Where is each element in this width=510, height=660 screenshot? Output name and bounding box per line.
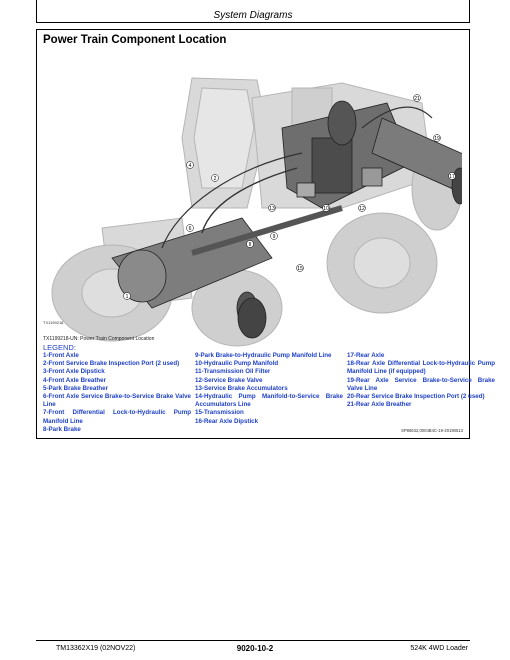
- power-train-figure: [42, 58, 462, 354]
- legend-item: 21-Rear Axle Breather: [347, 401, 412, 409]
- legend-item: 1-Front Axle: [43, 352, 79, 359]
- legend-item: 12-Service Brake Valve: [195, 376, 263, 384]
- power-train-illustration: [42, 58, 462, 354]
- callout-label: 4: [188, 163, 192, 169]
- footer-manual-id: TM13362X19 (02NOV22): [56, 645, 136, 652]
- legend-item: 10-Hydraulic Pump Manifold: [195, 360, 279, 368]
- legend-column-1: [43, 352, 191, 434]
- front-axle-flange: [238, 298, 266, 338]
- legend-item: 8-Park Brake: [43, 425, 81, 433]
- footer-divider: [36, 640, 470, 641]
- callout-label: 13: [269, 206, 275, 212]
- legend-item: 11-Transmission Oil Filter: [195, 368, 271, 376]
- legend-item: 7-Front Differential Lock-to-Hydraulic Pump Manifold Line: [43, 409, 191, 425]
- callout-label: 1: [125, 294, 129, 300]
- callout-label: 12: [359, 206, 365, 212]
- service-brake-valve-shape: [362, 168, 382, 186]
- section-title: Power Train Component Location: [43, 34, 227, 46]
- legend-item: 9-Park Brake-to-Hydraulic Pump Manifold Line: [195, 352, 332, 359]
- callout-label: 17: [449, 174, 455, 180]
- page-header-frame: [36, 0, 470, 23]
- header-title: System Diagrams: [213, 10, 293, 21]
- footer-page-number: 9020-10-2: [236, 644, 274, 653]
- legend-item: 2-Front Service Brake Inspection Port (2 used): [43, 360, 180, 368]
- callout-label: 8: [248, 242, 252, 248]
- legend-item: 17-Rear Axle: [347, 352, 385, 359]
- legend-heading: LEGEND:: [43, 343, 76, 352]
- callout-label: 19: [434, 136, 440, 142]
- legend-item: 19-Rear Axle Service Brake-to-Service Brake Valve Line: [347, 376, 495, 392]
- legend-column-2: [195, 352, 343, 426]
- accumulator-shape: [297, 183, 315, 197]
- callout-label: 6: [188, 226, 192, 232]
- callout-label: 2: [213, 176, 217, 182]
- figure-caption: TX1199218-UN: Power Train Component Location: [43, 336, 155, 342]
- legend-item: 4-Front Axle Breather: [43, 376, 107, 384]
- legend-item: 20-Rear Service Brake Inspection Port (2 used): [347, 393, 485, 401]
- legend-item: 15-Transmission: [195, 409, 244, 417]
- figure-code: TX1199218: [43, 320, 64, 325]
- component-location-section: [36, 29, 495, 439]
- footer-model: 524K 4WD Loader: [410, 645, 468, 652]
- legend-item: 3-Front Axle Dipstick: [43, 368, 105, 376]
- rear-rim-ghost: [354, 238, 410, 288]
- callout-label: 10: [323, 206, 329, 212]
- legend-item: 5-Park Brake Breather: [43, 384, 109, 392]
- callout-label: 15: [297, 266, 303, 272]
- legend-code: SP86632,0004B4C-19-20190513: [401, 428, 463, 433]
- legend-item: 6-Front Axle Service Brake-to-Service Brake Valve Line: [43, 393, 191, 409]
- cab-window-ghost: [194, 88, 254, 188]
- legend-item: 18-Rear Axle Differential Lock-to-Hydraulic Pump Manifold Line (if equipped): [347, 360, 495, 376]
- legend-item: 14-Hydraulic Pump Manifold-to-Service Brake Accumulators Line: [195, 393, 343, 409]
- callout-label: 21: [414, 96, 420, 102]
- rear-hub-left: [328, 101, 356, 145]
- callout-label: 9: [272, 234, 276, 240]
- legend-column-3: [347, 352, 495, 409]
- hydraulic-pump-manifold-shape: [312, 138, 352, 193]
- legend-item: 16-Rear Axle Dipstick: [195, 417, 259, 425]
- legend-item: 13-Service Brake Accumulators: [195, 384, 288, 392]
